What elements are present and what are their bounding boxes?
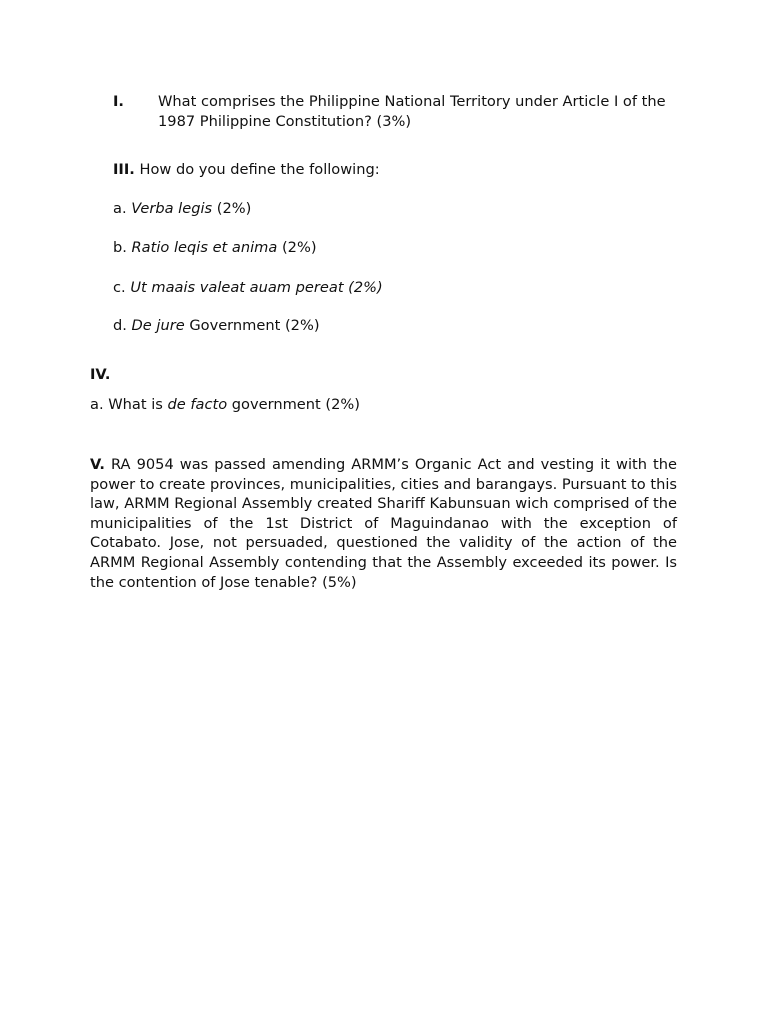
item-term: De jure — [131, 317, 185, 334]
question-3-intro: How do you define the following: — [134, 161, 380, 178]
item-suffix: government (2%) — [227, 396, 360, 413]
item-prefix: d. — [113, 317, 132, 334]
item-prefix: b. — [113, 239, 132, 256]
item-prefix: c. — [113, 279, 131, 296]
item-prefix: a. What is — [90, 396, 168, 413]
question-3-item-c — [113, 278, 383, 298]
question-1-text: What comprises the Philippine National Territory under Article I of the 1987 Philippine Constitution? (3%) — [158, 93, 666, 130]
item-suffix: Government (2%) — [184, 317, 320, 334]
question-5-number: V. — [90, 456, 105, 473]
question-3-heading — [113, 160, 380, 180]
question-3-item-b — [113, 238, 317, 258]
item-term: Ratio leqis et anima — [131, 239, 278, 256]
question-1-number: I. — [113, 93, 124, 110]
question-4-item-a — [90, 395, 360, 415]
question-5-paragraph — [90, 455, 677, 592]
question-3-item-d — [113, 316, 320, 336]
question-3-number: III. — [113, 161, 135, 178]
item-term: Ut maais valeat auam pereat (2%) — [130, 279, 383, 296]
question-4-number: IV. — [90, 366, 111, 383]
item-prefix: a. — [113, 200, 132, 217]
question-3-item-a — [113, 199, 251, 219]
item-suffix: (2%) — [212, 200, 252, 217]
item-term: de facto — [167, 396, 228, 413]
question-5-text: RA 9054 was passed amending ARMM’s Organic Act and vesting it with the power to create provinces, municipalities, cities and barangays. Pursuant to this law, ARMM Regional Assembly created Shariff Kabunsuan wich comprised of the municipalities of the 1st District of Maguindanao with the exception of Cotabato. Jose, not persuaded, questioned the validity of the action of the ARMM Regional Assembly contending that the Assembly exceeded its power. Is the contention of Jose tenable? (5%) — [90, 456, 677, 591]
item-term: Verba legis — [131, 200, 213, 217]
item-suffix: (2%) — [277, 239, 317, 256]
